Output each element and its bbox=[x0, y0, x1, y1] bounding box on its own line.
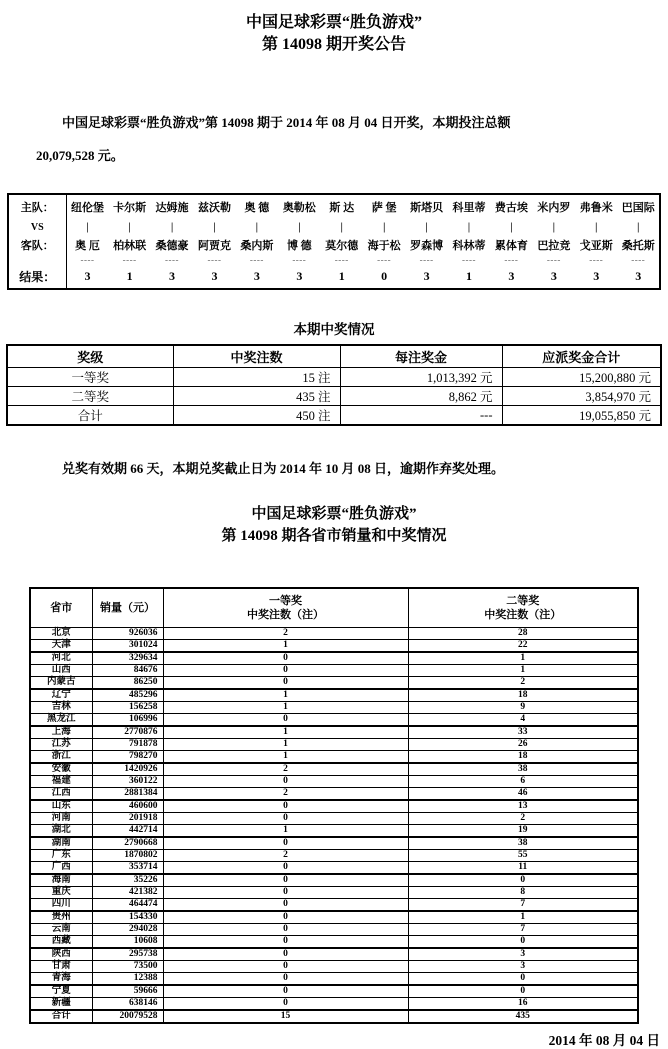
vs-separator-cell: | bbox=[170, 221, 174, 233]
province-table-row bbox=[30, 788, 638, 801]
province-table-row bbox=[30, 652, 638, 665]
province-col-sales: 销量（元） bbox=[92, 588, 163, 628]
province-section-title bbox=[0, 503, 668, 547]
redeem-deadline-text: 兑奖有效期 66 天，本期兑奖截止日为 2014 年 10 月 08 日，逾期作弃奖处理。 bbox=[62, 461, 505, 476]
vs-separator-cell: | bbox=[510, 221, 513, 233]
province-second-prize-cell: 1 bbox=[408, 652, 638, 665]
province-table-row bbox=[30, 665, 638, 677]
match-table-row bbox=[8, 219, 660, 235]
home-team-cell: 兹沃勒 bbox=[197, 202, 231, 214]
prize-col-amount: 每注奖金 bbox=[340, 345, 502, 368]
province-table-row bbox=[30, 763, 638, 776]
province-name-cell: 湖北 bbox=[30, 825, 92, 838]
province-sales-cell: 464474 bbox=[92, 899, 163, 912]
prize-count-cell: 15 注 bbox=[173, 368, 340, 387]
province-name-cell: 甘肃 bbox=[30, 961, 92, 973]
province-table-row bbox=[30, 714, 638, 727]
province-first-prize-cell: 0 bbox=[163, 998, 408, 1011]
away-team-cell: 博 德 bbox=[286, 240, 312, 252]
province-second-prize-cell: 28 bbox=[408, 628, 638, 640]
province-name-cell: 合计 bbox=[30, 1010, 92, 1023]
prize-col-count: 中奖注数 bbox=[173, 345, 340, 368]
province-name-cell: 江苏 bbox=[30, 739, 92, 751]
match-result-cell: 3 bbox=[508, 269, 515, 283]
province-first-prize-cell: 2 bbox=[163, 628, 408, 640]
province-name-cell: 吉林 bbox=[30, 702, 92, 714]
province-name-cell: 河南 bbox=[30, 813, 92, 825]
province-table-row bbox=[30, 640, 638, 653]
province-name-cell: 河北 bbox=[30, 652, 92, 665]
province-second-prize-cell: 0 bbox=[408, 936, 638, 949]
vs-separator-cell: | bbox=[637, 221, 640, 233]
province-first-prize-cell: 0 bbox=[163, 665, 408, 677]
province-title-line-2: 第 14098 期各省市销量和中奖情况 bbox=[221, 528, 447, 544]
vs-separator-cell: | bbox=[128, 221, 131, 233]
vs-separator-cell: | bbox=[383, 221, 386, 233]
province-col-first-prize bbox=[163, 588, 408, 628]
province-first-prize-cell: 0 bbox=[163, 776, 408, 788]
away-team-cell: 罗森博 bbox=[410, 240, 444, 252]
province-second-prize-cell: 0 bbox=[408, 973, 638, 986]
province-sales-cell: 12388 bbox=[92, 973, 163, 986]
province-name-cell: 内蒙古 bbox=[30, 677, 92, 690]
prize-count-cell: 435 注 bbox=[173, 387, 340, 406]
province-name-cell: 上海 bbox=[30, 726, 92, 739]
province-name-cell: 广西 bbox=[30, 862, 92, 875]
match-result-cell: 3 bbox=[84, 269, 91, 283]
province-first-prize-cell: 1 bbox=[163, 739, 408, 751]
province-name-cell: 浙江 bbox=[30, 751, 92, 764]
home-team-cell: 巴国际 bbox=[621, 202, 655, 214]
home-team-cell: 斯 达 bbox=[329, 202, 355, 214]
home-team-cell: 达姆施 bbox=[155, 202, 189, 214]
province-name-cell: 海南 bbox=[30, 874, 92, 887]
province-sales-cell: 421382 bbox=[92, 887, 163, 899]
prize-col-level: 奖级 bbox=[7, 345, 173, 368]
province-name-cell: 贵州 bbox=[30, 911, 92, 924]
province-first-prize-cell: 2 bbox=[163, 763, 408, 776]
dash-cell: ---- bbox=[292, 255, 307, 265]
province-second-prize-cell: 55 bbox=[408, 850, 638, 862]
prize-level-cell: 一等奖 bbox=[7, 368, 173, 387]
province-sales-cell: 360122 bbox=[92, 776, 163, 788]
prize-amount-cell: 8,862 元 bbox=[340, 387, 502, 406]
province-table-row bbox=[30, 862, 638, 875]
province-table-row bbox=[30, 887, 638, 899]
province-first-prize-cell: 0 bbox=[163, 862, 408, 875]
province-sales-cell: 73500 bbox=[92, 961, 163, 973]
province-name-cell: 新疆 bbox=[30, 998, 92, 1011]
province-name-cell: 黑龙江 bbox=[30, 714, 92, 727]
announcement-document bbox=[0, 12, 668, 1049]
province-table-row bbox=[30, 689, 638, 702]
province-sales-cell: 638146 bbox=[92, 998, 163, 1011]
province-first-prize-cell: 1 bbox=[163, 702, 408, 714]
match-result-cell: 3 bbox=[211, 269, 218, 283]
province-second-prize-cell: 16 bbox=[408, 998, 638, 1011]
province-col-name: 省市 bbox=[30, 588, 92, 628]
prize-level-cell: 合计 bbox=[7, 406, 173, 426]
match-row-label: 主队： bbox=[8, 194, 66, 219]
home-team-cell: 弗鲁米 bbox=[579, 202, 613, 214]
province-table-row bbox=[30, 825, 638, 838]
province-table-row bbox=[30, 1010, 638, 1023]
province-second-prize-cell: 0 bbox=[408, 985, 638, 998]
match-result-cell: 1 bbox=[126, 269, 133, 283]
province-first-prize-cell: 1 bbox=[163, 751, 408, 764]
dash-cell: ---- bbox=[207, 255, 222, 265]
document-title bbox=[0, 12, 668, 56]
province-first-prize-cell: 0 bbox=[163, 887, 408, 899]
province-table-row bbox=[30, 998, 638, 1011]
province-sales-table bbox=[29, 587, 639, 1024]
province-sales-cell: 926036 bbox=[92, 628, 163, 640]
province-second-prize-cell: 1 bbox=[408, 665, 638, 677]
away-team-cell: 累体育 bbox=[494, 240, 528, 252]
province-sales-cell: 791878 bbox=[92, 739, 163, 751]
home-team-cell: 萨 堡 bbox=[371, 202, 397, 214]
province-first-prize-cell: 0 bbox=[163, 813, 408, 825]
away-team-cell: 柏林联 bbox=[113, 240, 147, 252]
province-sales-cell: 460600 bbox=[92, 800, 163, 813]
province-table-row bbox=[30, 800, 638, 813]
province-sales-cell: 106996 bbox=[92, 714, 163, 727]
dash-cell: ---- bbox=[589, 255, 604, 265]
prize-total-cell: 15,200,880 元 bbox=[502, 368, 661, 387]
away-team-cell: 桑托斯 bbox=[621, 240, 655, 252]
vs-separator-cell: | bbox=[595, 221, 598, 233]
province-first-prize-cell: 1 bbox=[163, 640, 408, 653]
prize-table-row bbox=[7, 368, 661, 387]
home-team-cell: 奥 德 bbox=[244, 202, 270, 214]
province-table-row bbox=[30, 899, 638, 912]
province-second-prize-cell: 46 bbox=[408, 788, 638, 801]
prize-summary-table bbox=[6, 344, 662, 426]
province-sales-cell: 156258 bbox=[92, 702, 163, 714]
vs-separator-cell: | bbox=[467, 221, 471, 233]
match-result-cell: 0 bbox=[381, 269, 388, 283]
vs-separator-cell: | bbox=[425, 221, 428, 233]
province-table-row bbox=[30, 726, 638, 739]
match-result-cell: 3 bbox=[169, 269, 176, 283]
footer-date: 2014 年 08 月 04 日 bbox=[548, 1033, 660, 1048]
province-second-prize-cell: 7 bbox=[408, 924, 638, 936]
province-second-prize-cell: 7 bbox=[408, 899, 638, 912]
province-sales-cell: 1420926 bbox=[92, 763, 163, 776]
prize-amount-cell: 1,013,392 元 bbox=[340, 368, 502, 387]
province-table-row bbox=[30, 924, 638, 936]
province-name-cell: 重庆 bbox=[30, 887, 92, 899]
province-name-cell: 山东 bbox=[30, 800, 92, 813]
province-first-prize-cell: 0 bbox=[163, 837, 408, 850]
province-name-cell: 西藏 bbox=[30, 936, 92, 949]
title-line-1: 中国足球彩票“胜负游戏” bbox=[245, 14, 422, 31]
province-name-cell: 云南 bbox=[30, 924, 92, 936]
province-first-prize-cell: 0 bbox=[163, 924, 408, 936]
away-team-cell: 海于松 bbox=[367, 240, 401, 252]
province-sales-cell: 2881384 bbox=[92, 788, 163, 801]
dash-cell: ---- bbox=[249, 255, 264, 265]
match-table-row bbox=[8, 255, 660, 265]
match-result-cell: 3 bbox=[253, 269, 260, 283]
vs-separator-cell: | bbox=[298, 221, 301, 233]
vs-separator-cell: | bbox=[340, 221, 343, 233]
province-table-row bbox=[30, 973, 638, 986]
match-result-cell: 1 bbox=[338, 269, 345, 283]
province-table-row bbox=[30, 985, 638, 998]
province-table-row bbox=[30, 936, 638, 949]
dash-cell: ---- bbox=[165, 255, 180, 265]
province-second-prize-cell: 11 bbox=[408, 862, 638, 875]
province-second-prize-cell: 18 bbox=[408, 689, 638, 702]
home-team-cell: 奥勒松 bbox=[282, 202, 316, 214]
province-table-row bbox=[30, 948, 638, 961]
province-table-row bbox=[30, 837, 638, 850]
province-sales-cell: 154330 bbox=[92, 911, 163, 924]
province-table-row bbox=[30, 961, 638, 973]
province-second-prize-cell: 18 bbox=[408, 751, 638, 764]
province-second-prize-cell: 2 bbox=[408, 677, 638, 690]
prize-col-total: 应派奖金合计 bbox=[502, 345, 661, 368]
province-second-prize-cell: 3 bbox=[408, 961, 638, 973]
match-table-row bbox=[8, 194, 660, 219]
away-team-cell: 戈亚斯 bbox=[579, 240, 613, 252]
home-team-cell: 科里蒂 bbox=[452, 202, 486, 214]
match-row-label: 结果： bbox=[8, 265, 66, 289]
match-result-cell: 3 bbox=[296, 269, 303, 283]
home-team-cell: 卡尔斯 bbox=[113, 202, 147, 214]
province-table-row bbox=[30, 874, 638, 887]
province-name-cell: 广东 bbox=[30, 850, 92, 862]
province-first-prize-cell: 0 bbox=[163, 714, 408, 727]
province-first-prize-cell: 1 bbox=[163, 689, 408, 702]
province-first-prize-cell: 2 bbox=[163, 850, 408, 862]
dash-cell: ---- bbox=[546, 255, 561, 265]
match-row-label bbox=[8, 255, 66, 265]
province-second-prize-cell: 3 bbox=[408, 948, 638, 961]
vs-separator-cell: | bbox=[86, 221, 89, 233]
province-second-prize-cell: 22 bbox=[408, 640, 638, 653]
dash-cell: ---- bbox=[462, 255, 476, 265]
match-result-cell: 3 bbox=[635, 269, 642, 283]
dash-cell: ---- bbox=[122, 255, 137, 265]
dash-cell: ---- bbox=[80, 255, 95, 265]
province-first-prize-cell: 15 bbox=[163, 1010, 408, 1023]
match-results-table bbox=[7, 193, 661, 290]
dash-cell: ---- bbox=[377, 255, 392, 265]
intro-paragraph-line1: 中国足球彩票“胜负游戏”第 14098 期于 2014 年 08 月 04 日开奖，本期投注总额 bbox=[62, 115, 511, 130]
province-sales-cell: 20079528 bbox=[92, 1010, 163, 1023]
province-table-row bbox=[30, 677, 638, 690]
province-second-prize-cell: 8 bbox=[408, 887, 638, 899]
province-first-prize-cell: 1 bbox=[163, 726, 408, 739]
match-result-cell: 1 bbox=[466, 269, 472, 283]
province-sales-cell: 353714 bbox=[92, 862, 163, 875]
vs-separator-cell: | bbox=[552, 221, 555, 233]
province-name-cell: 青海 bbox=[30, 973, 92, 986]
province-second-prize-cell: 33 bbox=[408, 726, 638, 739]
away-team-cell: 阿贾克 bbox=[197, 240, 231, 252]
province-name-cell: 江西 bbox=[30, 788, 92, 801]
province-first-prize-cell: 1 bbox=[163, 825, 408, 838]
province-second-prize-cell: 1 bbox=[408, 911, 638, 924]
province-name-cell: 北京 bbox=[30, 628, 92, 640]
province-name-cell: 山西 bbox=[30, 665, 92, 677]
prize-section-title: 本期中奖情况 bbox=[293, 322, 375, 337]
prize-table-row bbox=[7, 406, 661, 426]
province-table-row bbox=[30, 739, 638, 751]
province-sales-cell: 442714 bbox=[92, 825, 163, 838]
prize-total-cell: 19,055,850 元 bbox=[502, 406, 661, 426]
prize-table-row bbox=[7, 387, 661, 406]
province-name-cell: 陕西 bbox=[30, 948, 92, 961]
dash-cell: ---- bbox=[334, 255, 349, 265]
province-second-prize-cell: 26 bbox=[408, 739, 638, 751]
province-first-prize-cell: 0 bbox=[163, 948, 408, 961]
province-first-prize-cell: 0 bbox=[163, 652, 408, 665]
province-second-prize-cell: 6 bbox=[408, 776, 638, 788]
match-result-cell: 3 bbox=[550, 269, 557, 283]
province-sales-cell: 84676 bbox=[92, 665, 163, 677]
province-second-prize-cell: 4 bbox=[408, 714, 638, 727]
province-title-line-1: 中国足球彩票“胜负游戏” bbox=[251, 506, 417, 522]
province-first-prize-cell: 0 bbox=[163, 985, 408, 998]
away-team-cell: 桑内斯 bbox=[240, 240, 274, 252]
dash-cell: ---- bbox=[631, 255, 646, 265]
match-row-label: VS bbox=[8, 219, 66, 235]
province-first-prize-cell: 0 bbox=[163, 961, 408, 973]
province-header-row bbox=[30, 588, 638, 628]
province-first-prize-cell: 0 bbox=[163, 973, 408, 986]
province-table-row bbox=[30, 628, 638, 640]
home-team-cell: 纽伦堡 bbox=[70, 202, 104, 214]
second-prize-header-line2: 中奖注数（注） bbox=[484, 609, 562, 621]
vs-separator-cell: | bbox=[255, 221, 258, 233]
vs-separator-cell: | bbox=[213, 221, 216, 233]
province-table-row bbox=[30, 776, 638, 788]
province-second-prize-cell: 2 bbox=[408, 813, 638, 825]
province-sales-cell: 59666 bbox=[92, 985, 163, 998]
province-col-second-prize bbox=[408, 588, 638, 628]
province-table-row bbox=[30, 813, 638, 825]
second-prize-header-line1: 二等奖 bbox=[506, 595, 540, 607]
province-sales-cell: 10608 bbox=[92, 936, 163, 949]
province-first-prize-cell: 2 bbox=[163, 788, 408, 801]
province-sales-cell: 294028 bbox=[92, 924, 163, 936]
away-team-cell: 莫尔德 bbox=[325, 240, 359, 252]
prize-total-cell: 3,854,970 元 bbox=[502, 387, 661, 406]
first-prize-header-line2: 中奖注数（注） bbox=[247, 609, 324, 621]
province-first-prize-cell: 0 bbox=[163, 899, 408, 912]
province-first-prize-cell: 0 bbox=[163, 874, 408, 887]
prize-count-cell: 450 注 bbox=[173, 406, 340, 426]
province-sales-cell: 86250 bbox=[92, 677, 163, 690]
away-team-cell: 巴拉竞 bbox=[537, 240, 571, 252]
province-first-prize-cell: 0 bbox=[163, 911, 408, 924]
dash-cell: ---- bbox=[419, 255, 434, 265]
province-first-prize-cell: 0 bbox=[163, 677, 408, 690]
province-sales-cell: 798270 bbox=[92, 751, 163, 764]
province-name-cell: 宁夏 bbox=[30, 985, 92, 998]
province-first-prize-cell: 0 bbox=[163, 936, 408, 949]
away-team-cell: 奥 厄 bbox=[75, 240, 100, 252]
province-sales-cell: 295738 bbox=[92, 948, 163, 961]
province-table-row bbox=[30, 751, 638, 764]
away-team-cell: 桑德豪 bbox=[155, 240, 189, 252]
province-sales-cell: 2790668 bbox=[92, 837, 163, 850]
province-sales-cell: 485296 bbox=[92, 689, 163, 702]
province-sales-cell: 35226 bbox=[92, 874, 163, 887]
home-team-cell: 米内罗 bbox=[537, 202, 571, 214]
province-table-row bbox=[30, 911, 638, 924]
province-name-cell: 天津 bbox=[30, 640, 92, 653]
province-name-cell: 辽宁 bbox=[30, 689, 92, 702]
province-sales-cell: 201918 bbox=[92, 813, 163, 825]
province-second-prize-cell: 38 bbox=[408, 763, 638, 776]
province-second-prize-cell: 19 bbox=[408, 825, 638, 838]
match-table-row bbox=[8, 235, 660, 255]
home-team-cell: 斯塔贝 bbox=[410, 202, 444, 214]
province-second-prize-cell: 0 bbox=[408, 874, 638, 887]
match-row-label: 客队： bbox=[8, 235, 66, 255]
home-team-cell: 费古埃 bbox=[494, 202, 528, 214]
dash-cell: ---- bbox=[504, 255, 519, 265]
province-sales-cell: 1870802 bbox=[92, 850, 163, 862]
province-second-prize-cell: 38 bbox=[408, 837, 638, 850]
province-sales-cell: 2770876 bbox=[92, 726, 163, 739]
prize-amount-cell: --- bbox=[340, 406, 502, 426]
province-name-cell: 福建 bbox=[30, 776, 92, 788]
match-table-row bbox=[8, 265, 660, 289]
province-second-prize-cell: 9 bbox=[408, 702, 638, 714]
province-name-cell: 四川 bbox=[30, 899, 92, 912]
province-second-prize-cell: 13 bbox=[408, 800, 638, 813]
province-sales-cell: 301024 bbox=[92, 640, 163, 653]
province-first-prize-cell: 0 bbox=[163, 800, 408, 813]
province-name-cell: 湖南 bbox=[30, 837, 92, 850]
title-line-2: 第 14098 期开奖公告 bbox=[261, 36, 406, 53]
province-table-row bbox=[30, 702, 638, 714]
prize-level-cell: 二等奖 bbox=[7, 387, 173, 406]
province-table-row bbox=[30, 850, 638, 862]
away-team-cell: 科林蒂 bbox=[452, 240, 486, 252]
match-result-cell: 3 bbox=[593, 269, 600, 283]
intro-paragraph-line2: 20,079,528 元。 bbox=[36, 148, 124, 163]
province-name-cell: 安徽 bbox=[30, 763, 92, 776]
match-result-cell: 3 bbox=[423, 269, 430, 283]
prize-header-row bbox=[7, 345, 661, 368]
first-prize-header-line1: 一等奖 bbox=[269, 595, 302, 607]
province-sales-cell: 329634 bbox=[92, 652, 163, 665]
province-second-prize-cell: 435 bbox=[408, 1010, 638, 1023]
